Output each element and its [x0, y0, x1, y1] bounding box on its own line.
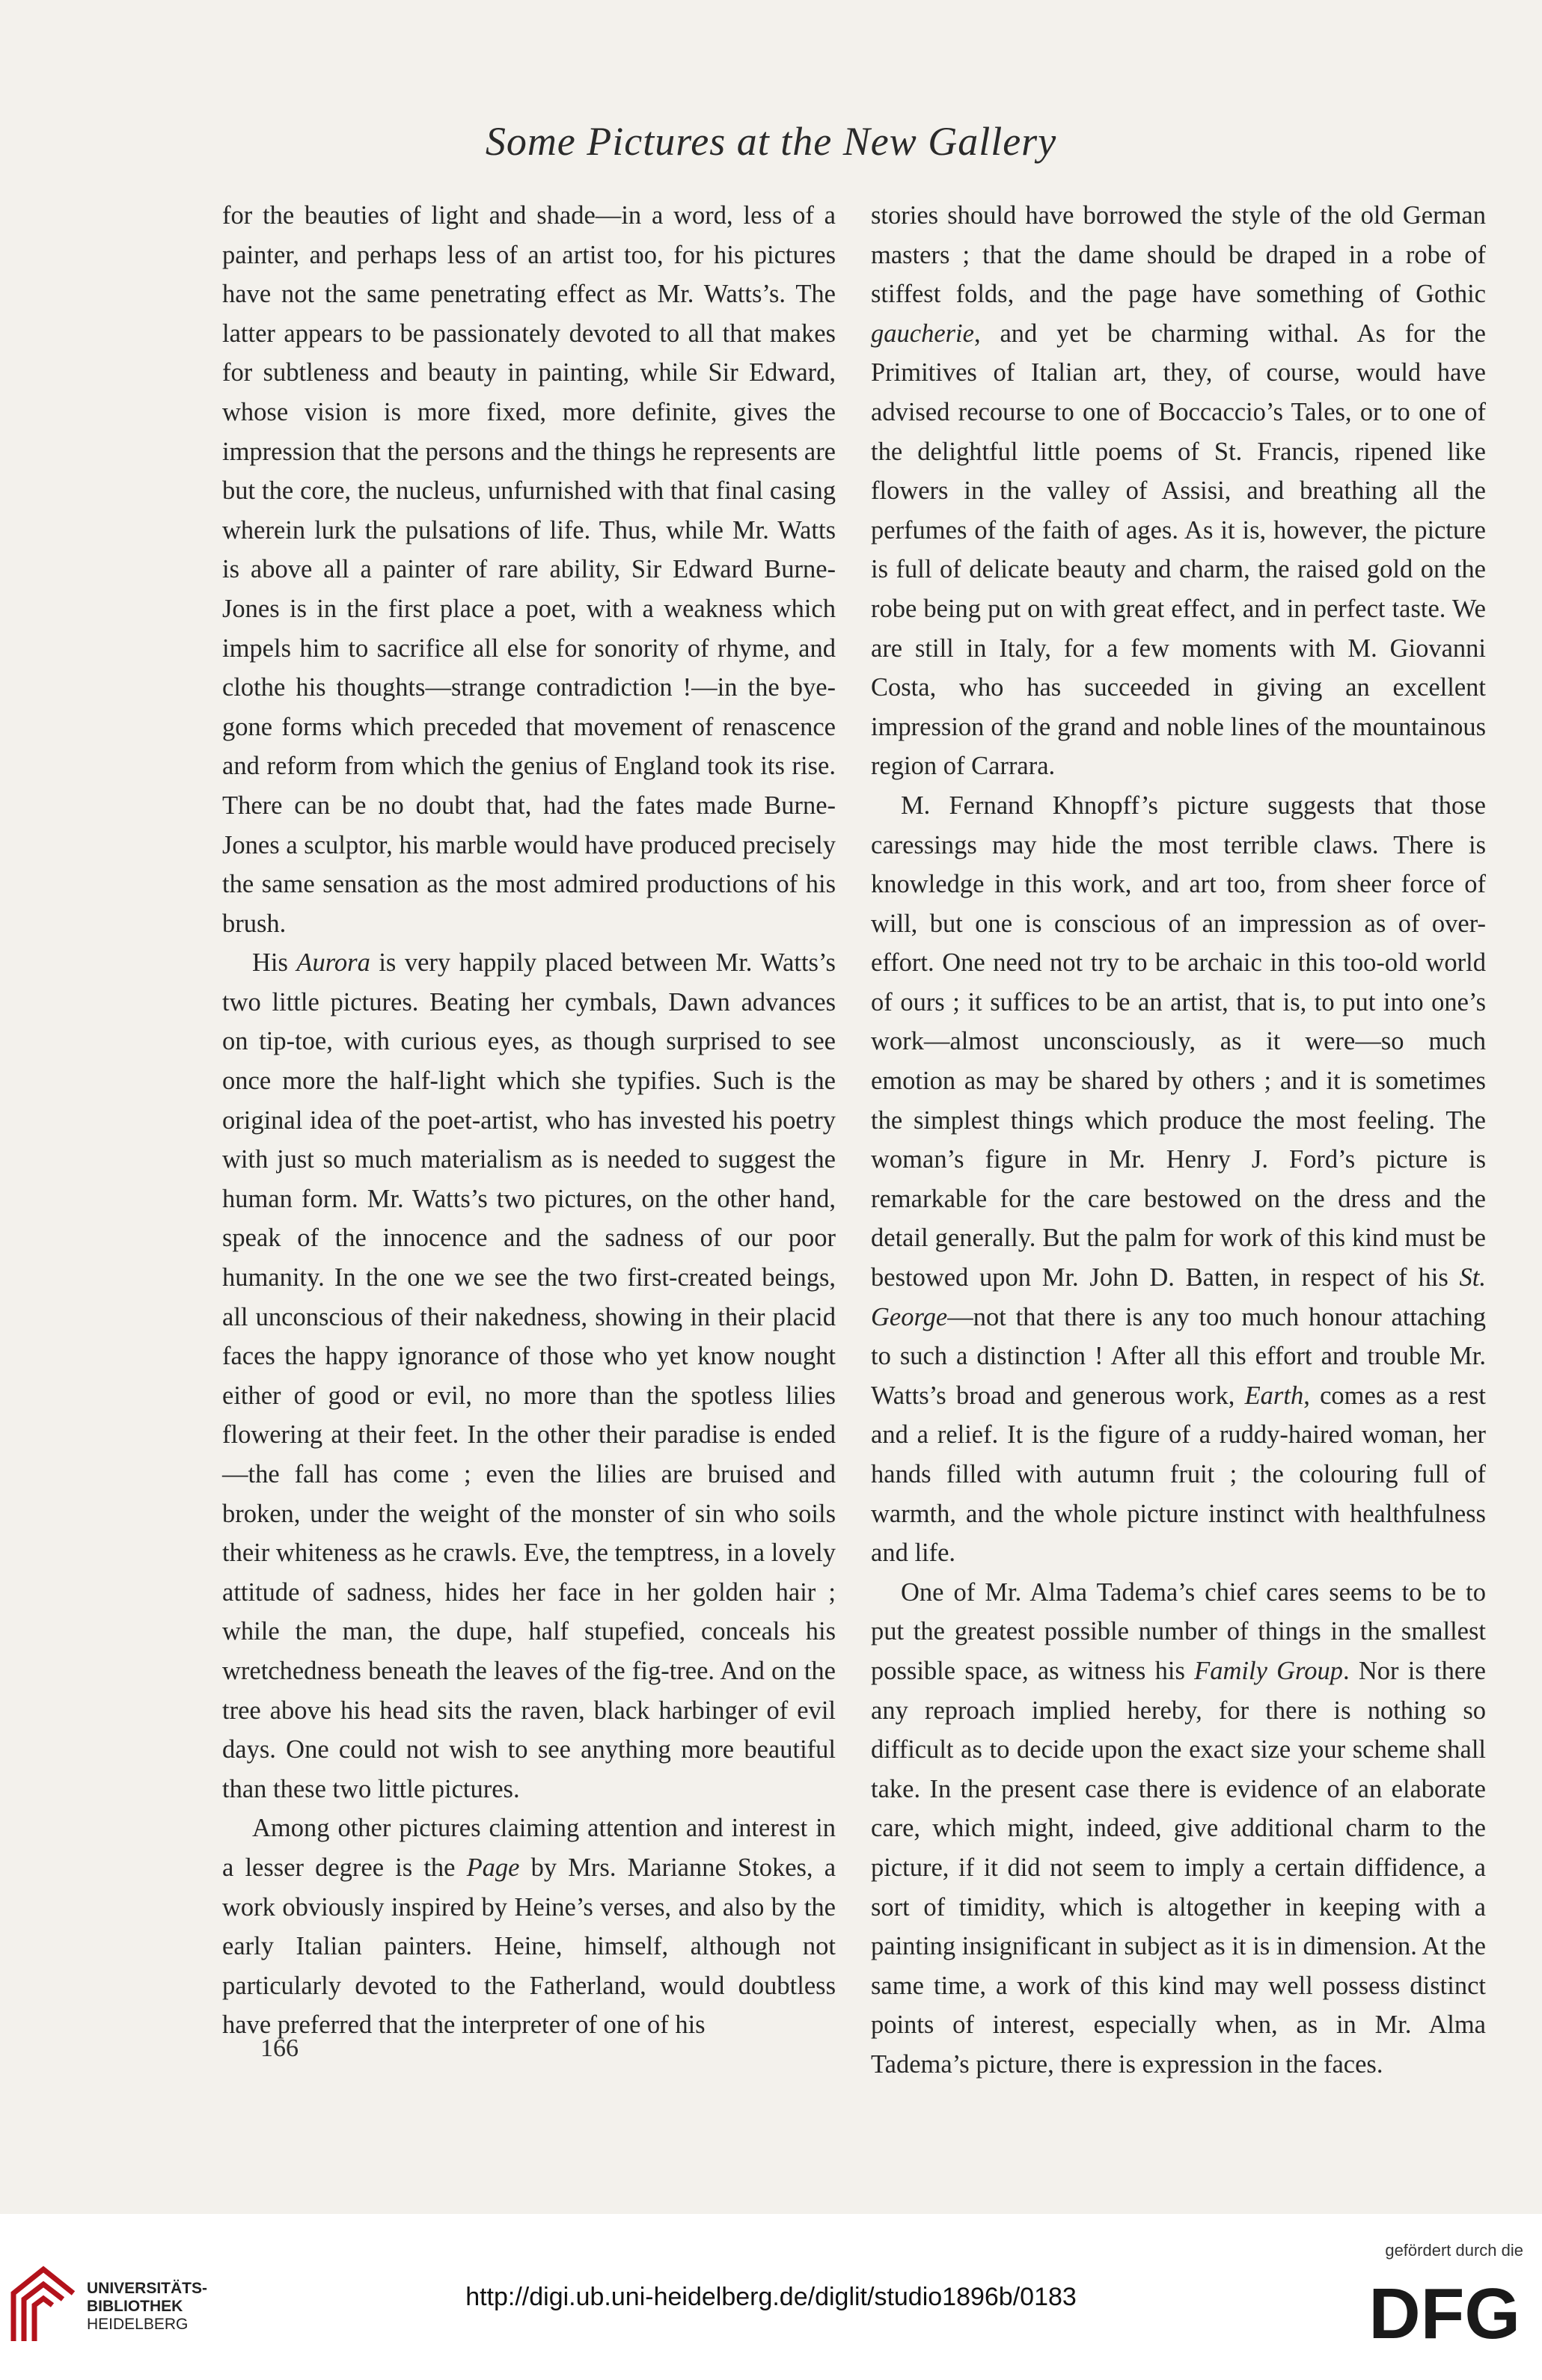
- paragraph: One of Mr. Alma Tadema’s chief cares seems to be to put the greatest possible number of things in the smallest possible space, as witness his Family Group. Nor is there any reproach implied hereby, for there is nothing so difficult as to decide upon the exact size your scheme shall take. In the present case there is evidence of an elaborate care, which might, indeed, give additional charm to the picture, if it did not seem to imply a certain diffidence, a sort of timidity, which is altogether in keeping with a painting insignificant in subject as it is in dimension. At the same time, a work of this kind may well possess distinct points of interest, especially when, as in Mr. Alma Tadema’s picture, there is expression in the faces.: [871, 1577, 1486, 2079]
- funded-by-label: gefördert durch die: [1385, 2241, 1523, 2260]
- dfg-logo-icon: [1362, 2266, 1523, 2349]
- running-head: Some Pictures at the New Gallery: [485, 119, 1057, 164]
- page-number: 166: [260, 2034, 299, 2062]
- library-name-line1: UNIVERSITÄTS-: [87, 2280, 208, 2297]
- paragraph: M. Fernand Khnopff’s picture suggests that those caressings may hide the most terrible claws. There is knowledge in this work, and art too, from sheer force of will, but one is conscious of an impression as of over-effort. One need not try to be archaic in this too-old world of ours ; it suffices to be an artist, that is, to put into one’s work—almost unconsciously, as it were—so much emotion as may be shared by others ; and it is sometimes the simplest things which produce the most feeling. The woman’s figure in Mr. Henry J. Ford’s picture is remarkable for the care bestowed on the dress and the detail generally. But the palm for work of this kind must be bestowed upon Mr. John D. Batten, in respect of his St. George—not that there is any too much honour attaching to such a distinction ! After all this effort and trouble Mr. Watts’s broad and generous work, Earth, comes as a rest and a relief. It is the figure of a ruddy-haired woman, her hands filled with autumn fruit ; the colouring full of warmth, and the whole picture instinct with healthfulness and life.: [871, 791, 1486, 1568]
- paragraph: His Aurora is very happily placed between Mr. Watts’s two little pictures. Beating her cymbals, Dawn advances on tip-toe, with curious eyes, as though surprised to see once more the half-light which she typifies. Such is the original idea of the poet-artist, who has invested his poetry with just so much materialism as is needed to suggest the human form. Mr. Watts’s two pictures, on the other hand, speak of the innocence and the sadness of our poor humanity. In the one we see the two first-created beings, all unconscious of their nakedness, showing in their placid faces the happy ignorance of those who yet know nought either of good or evil, no more than the spotless lilies flowering at their feet. In the other their paradise is ended—the fall has come ; even the lilies are bruised and broken, under the weight of the monster of sin who soils their whiteness as he crawls. Eve, the temptress, in a lovely attitude of sadness, hides her face in her golden hair ; while the man, the dupe, half stupefied, conceals his wretchedness beneath the leaves of the fig-tree. And on the tree above his head sits the raven, black harbinger of evil days. One could not wish to see anything more beautiful than these two little pictures.: [222, 948, 836, 1803]
- source-url-link[interactable]: http://digi.ub.uni-heidelberg.de/diglit/studio1896b/0183: [465, 2283, 1077, 2311]
- text-column-left: [222, 196, 836, 2045]
- paragraph: for the beauties of light and shade—in a word, less of a painter, and perhaps less of an artist too, for his pictures have not the same penetrating effect as Mr. Watts’s. The latter appears to be passionately devoted to all that makes for subtleness and beauty in painting, while Sir Edward, whose vision is more fixed, more definite, gives the impression that the persons and the things he represents are but the core, the nucleus, unfurnished with that final casing wherein lurk the pulsations of life. Thus, while Mr. Watts is above all a painter of rare ability, Sir Edward Burne-Jones is in the first place a poet, with a weakness which impels him to sacrifice all else for sonority of rhyme, and clothe his thoughts—strange contradiction !—in the bye-gone forms which preceded that movement of renascence and reform from which the genius of England took its rise. There can be no doubt that, had the fates made Burne-Jones a sculptor, his marble would have produced precisely the same sensation as the most admired productions of his brush.: [222, 201, 836, 938]
- library-name-line2: BIBLIOTHEK: [87, 2298, 183, 2315]
- paragraph: Among other pictures claiming attention and interest in a lesser degree is the Page by Mrs. Marianne Stokes, a work obviously inspired by Heine’s verses, and also by the early Italian painters. Heine, himself, although not particularly devoted to the Fatherland, would doubtless have preferred that the interpreter of one of his: [222, 1814, 836, 2040]
- dfg-logo-text: DFG: [1368, 2274, 1520, 2349]
- library-name-line3: HEIDELBERG: [87, 2316, 189, 2333]
- text-column-right: [871, 196, 1486, 2085]
- paragraph: stories should have borrowed the style of the old German masters ; that the dame should be draped in a robe of stiffest folds, and the page have something of Gothic gaucherie, and yet be charming withal. As for the Primitives of Italian art, they, of course, would have advised recourse to one of Boccaccio’s Tales, or to one of the delightful little poems of St. Francis, ripened like flowers in the valley of Assisi, and breathing all the perfumes of the faith of ages. As it is, however, the picture is full of delicate beauty and charm, the raised gold on the robe being put on with great effect, and in perfect taste. We are still in Italy, for a few moments with M. Giovanni Costa, who has succeeded in giving an excellent impression of the grand and noble lines of the mountainous region of Carrara.: [871, 201, 1486, 781]
- footer-bar: [0, 2214, 1542, 2380]
